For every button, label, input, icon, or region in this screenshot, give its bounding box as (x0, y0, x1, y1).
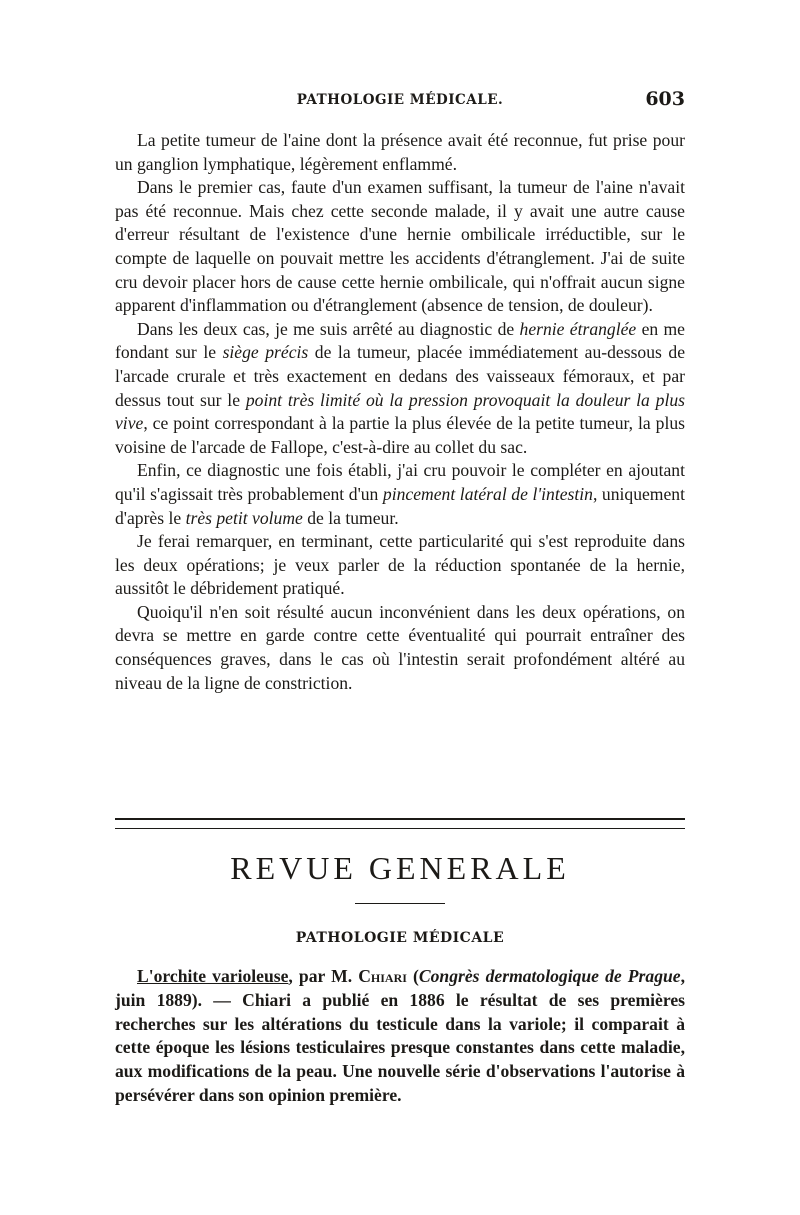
emphasis: très petit volume (185, 507, 303, 528)
paragraph: Dans les deux cas, je me suis arrêté au diagnostic de hernie étranglée en me fondant sur le siège précis de la tumeur, placée immédiatement au-dessous de l'arcade crurale et très exactement en dedans des vaisseaux fémoraux, et par dessus tout sur le point très limité où la pression provoquait la douleur la plus vive, ce point correspondant à la partie la plus élevée de la petite tumeur, la plus voisine de l'arcade de Fallope, c'est-à-dire au collet du sac. (115, 318, 686, 457)
article-body (115, 129, 685, 695)
running-title: PATHOLOGIE MÉDICALE. (296, 92, 504, 108)
review-title: L'orchite varioleuse (137, 966, 289, 986)
emphasis: hernie étranglée (519, 318, 637, 339)
paragraph: La petite tumeur de l'aine dont la présence avait été reconnue, fut prise pour un ganglion lymphatique, légèrement enflammé. (115, 130, 685, 174)
review-text: — Chiari a publié en 1886 le résultat de ses premières recherches sur les altérations du testicule dans la variole; il comparait à cette époque les lésions testiculaires presque constantes dans cette maladie, aux modifications de la peau. Une nouvelle série d'observations l'autorise à persévérer dans son opinion première. (115, 989, 685, 1105)
paragraph: L'orchite varioleuse, par M. Chiari (Congrès dermatologique de Prague, juin 1889). — Chiari a publié en 1886 le résultat de ses premières recherches sur les altérations du testicule dans la variole; il comparait à cette époque les lésions testiculaires presque constantes dans cette maladie, aux modifications de la peau. Une nouvelle série d'observations l'autorise à persévérer dans son opinion première. (115, 966, 685, 1105)
subsection-title: PATHOLOGIE MÉDICALE (295, 930, 505, 946)
page-number: 603 (645, 88, 685, 110)
paragraph: Enfin, ce diagnostic une fois établi, j'ai cru pouvoir le compléter en ajoutant qu'il s'agissait très probablement d'un pincement latéral de l'intestin, uniquement d'après le très petit volume de la tumeur. (115, 460, 685, 528)
title-rule (355, 903, 445, 904)
review-source: Congrès dermatologique de Prague (418, 966, 681, 986)
review-entry (115, 965, 685, 1108)
paragraph: Dans le premier cas, faute d'un examen suffisant, la tumeur de l'aine n'avait pas été reconnue. Mais chez cette seconde malade, il y avait une autre cause d'erreur résultant de l'existence d'une hernie ombilicale irréductible, sur le compte de laquelle on pouvait mettre les accidents d'étranglement. J'ai de suite cru devoir placer hors de cause cette hernie ombilicale, qui n'offrait aucun signe apparent d'inflammation ou d'étranglement (absence de tension, de douleur). (115, 177, 685, 316)
paragraph: Quoiqu'il n'en soit résulté aucun inconvénient dans les deux opérations, on devra se mettre en garde contre cette éventualité qui pourrait entraîner des conséquences graves, dans le cas où l'intestin serait profondément altéré au niveau de la ligne de constriction. (115, 601, 685, 693)
paragraph: Je ferai remarquer, en terminant, cette particularité qui s'est reproduite dans les deux opérations; je veux parler de la réduction spontanée de la hernie, aussitôt le débridement pratiqué. (115, 531, 685, 599)
emphasis: siège précis (222, 342, 309, 363)
emphasis: point très limité où la pression provoquait la douleur la plus vive (115, 389, 686, 434)
page-header (115, 88, 685, 122)
section-title: REVUE GENERALE (230, 850, 570, 886)
emphasis: pincement latéral de l'intestin (382, 483, 593, 504)
section-divider (115, 818, 685, 829)
review-author: Chiari (358, 966, 407, 986)
